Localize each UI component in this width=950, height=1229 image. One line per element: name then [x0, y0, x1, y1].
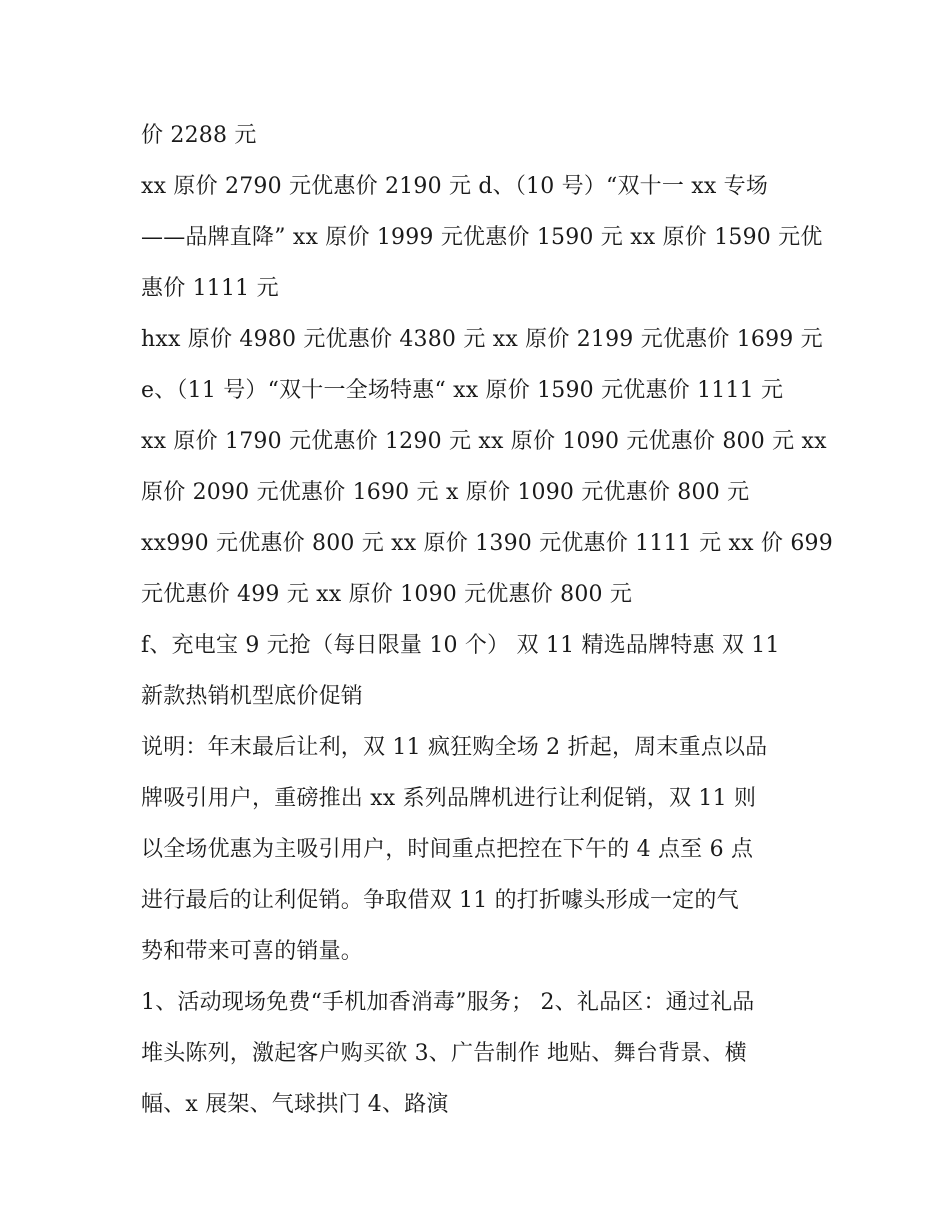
text-line: 说明：年末最后让利，双 11 疯狂购全场 2 折起，周末重点以品 [141, 735, 768, 760]
text-line: xx 原价 2790 元优惠价 2190 元 d、（10 号）“双十一 xx 专场 [141, 174, 769, 199]
text-line: ——品牌直降” xx 原价 1999 元优惠价 1590 元 xx 原价 1590 元优 [141, 225, 823, 250]
text-line: 牌吸引用户，重磅推出 xx 系列品牌机进行让利促销，双 11 则 [141, 786, 757, 811]
text-line: 堆头陈列，激起客户购买欲 3、广告制作 地贴、舞台背景、横 [141, 1041, 747, 1066]
text-line: 原价 2090 元优惠价 1690 元 x 原价 1090 元优惠价 800 元 [141, 480, 750, 505]
text-line: 惠价 1111 元 [141, 276, 279, 301]
text-line: 价 2288 元 [141, 123, 257, 148]
document-body [141, 110, 833, 1130]
text-line: e、（11 号）“双十一全场特惠“ xx 原价 1590 元优惠价 1111 元 [141, 378, 784, 403]
text-line: 1、活动现场免费“手机加香消毒”服务； 2、礼品区：通过礼品 [141, 990, 755, 1015]
text-line: hxx 原价 4980 元优惠价 4380 元 xx 原价 2199 元优惠价 1699 元 [141, 327, 823, 352]
text-line: 进行最后的让利促销。争取借双 11 的打折噱头形成一定的气 [141, 888, 739, 913]
text-line: xx990 元优惠价 800 元 xx 原价 1390 元优惠价 1111 元 xx 价 699 [141, 531, 833, 556]
text-line: 新款热销机型底价促销 [141, 684, 364, 709]
text-line: 以全场优惠为主吸引用户，时间重点把控在下午的 4 点至 6 点 [141, 837, 754, 862]
text-line: 势和带来可喜的销量。 [141, 939, 364, 964]
text-line: 元优惠价 499 元 xx 原价 1090 元优惠价 800 元 [141, 582, 633, 607]
text-line: xx 原价 1790 元优惠价 1290 元 xx 原价 1090 元优惠价 800 元 xx [141, 429, 827, 454]
text-line: f、充电宝 9 元抢（每日限量 10 个） 双 11 精选品牌特惠 双 11 [141, 633, 780, 658]
text-line: 幅、x 展架、气球拱门 4、路演 [141, 1092, 449, 1117]
